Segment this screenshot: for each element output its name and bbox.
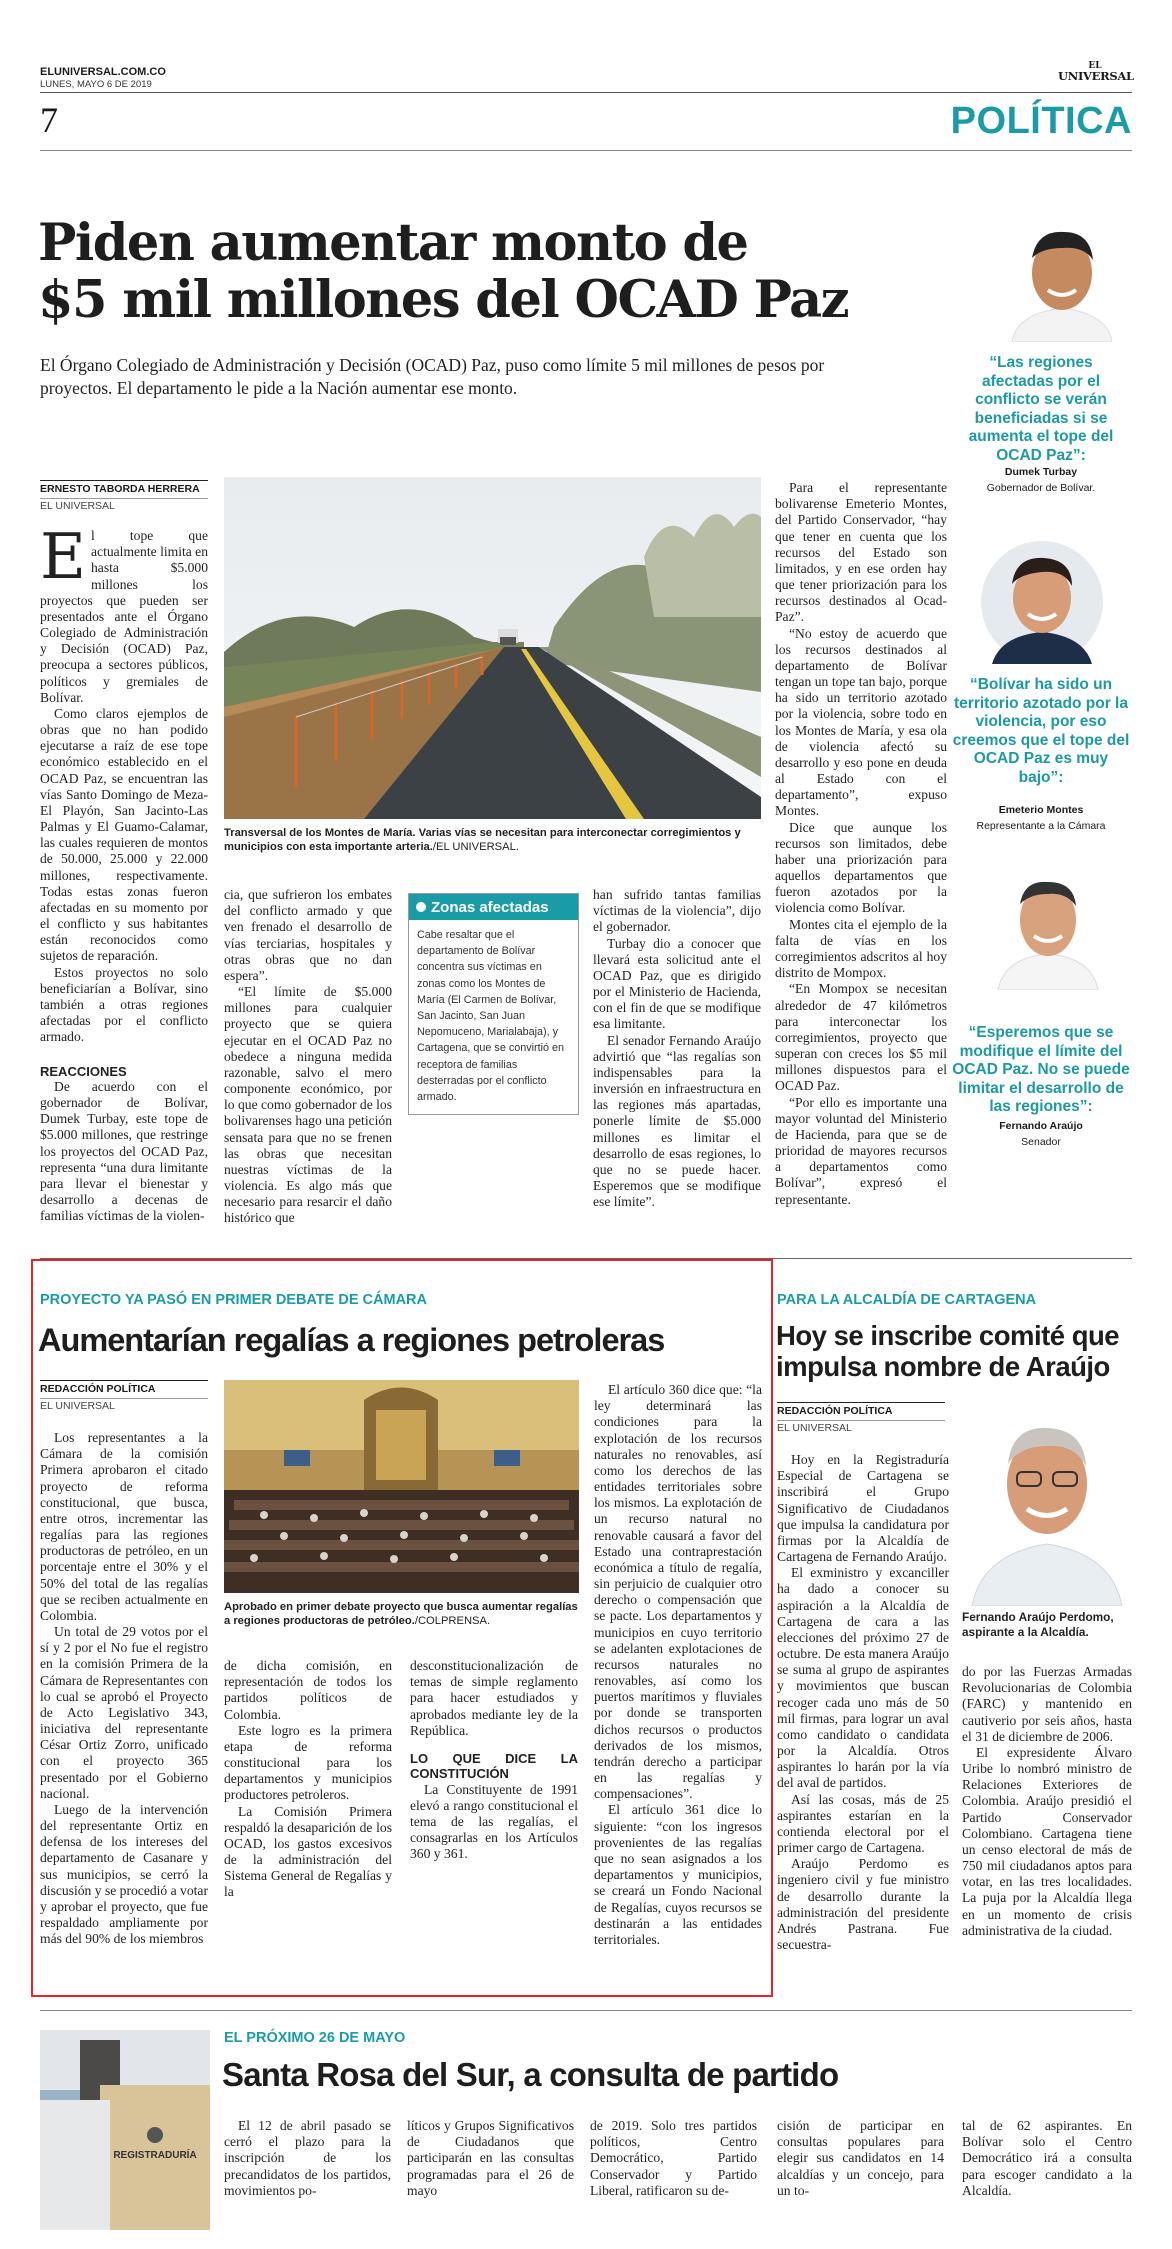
author-name: ERNESTO TABORDA HERRERA (40, 480, 208, 496)
araujo-kicker: PARA LA ALCALDÍA DE CARTAGENA (777, 1292, 1037, 1308)
issue-date: LUNES, MAYO 6 DE 2019 (40, 79, 152, 90)
quote-name: Emeterio Montes (998, 804, 1084, 816)
zonas-box-header (409, 894, 578, 920)
byline (40, 480, 208, 513)
paragraph: Araújo Perdomo es ingeniero civil y fue ministro de desarrollo durante la administración del presidente Andrés Pastrana. Fue secuestra- (777, 1856, 949, 1953)
regalias-byline (40, 1380, 208, 1413)
quote-attribution (952, 803, 1130, 835)
santa-rosa-column-4: cisión de participar en consultas populares para elegir sus candidatos en 14 alcaldías y un concejo, para un to- (777, 2118, 944, 2198)
paragraph: Para el representante bolivarense Emeterio Montes, del Partido Conservador, “hay que tener en cuenta que los recursos del Estado son limitados, y en ese orden hay que tener priorización para los recursos destinados al Ocad-Paz”. (775, 480, 947, 625)
paragraph: Así las cosas, más de 25 aspirantes estarían en la contienda electoral por el primer cargo de Cartagena. (777, 1791, 949, 1856)
araujo-headline: Hoy se inscribe comité que impulsa nombre de Araújo (776, 1320, 1120, 1383)
paragraph: Hoy en la Registraduría Especial de Cartagena se inscribirá el Grupo Significativo de Ciudadanos que impulsa la candidatura por firmas por la Alcaldía de Cartagena de Fernando Araújo. (777, 1452, 949, 1565)
paragraph: El senador Fernando Araújo advirtió que “las regalías son indispensables para la inversión en infraestructura en las regiones más apartadas, ponerle límite de $5.000 millones es limitar el desarrollo de esas regiones, lo que no se puede hacer. Esperemos que se modifique ese límite”. (593, 1032, 761, 1210)
logo (1058, 62, 1132, 83)
regalias-headline: Aumentarían regalías a regiones petroleras (38, 1322, 665, 1358)
paragraph: La Constituyente de 1991 elevó a rango constitucional el tema de las regalías, el consagrarlas en los Artículos 360 y 361. (410, 1781, 578, 1862)
header-rule (40, 92, 1132, 93)
author-outlet: EL UNIVERSAL (777, 1420, 945, 1435)
avatar-araujo (990, 866, 1106, 990)
araujo-photo-caption: Fernando Araújo Perdomo, aspirante a la Alcaldía. (962, 1610, 1114, 1639)
main-column-3 (593, 887, 761, 1230)
santa-rosa-column-3: de 2019. Solo tres partidos políticos, Centro Democrático, Partido Conservador y Partido Liberal, ratificaron su de- (590, 2118, 757, 2198)
paragraph: han sufrido tantas familias víctimas de la violencia”, dijo el gobernador. (593, 887, 761, 935)
site-url[interactable]: ELUNIVERSAL.COM.CO (40, 66, 166, 78)
paragraph: desconstitucionalización de temas de simple reglamento para hacer estudiados y aprobados mediante ley de la República. (410, 1658, 578, 1738)
quote-role: Representante a la Cámara (976, 819, 1106, 832)
main-column-1 (40, 528, 208, 1230)
author-name: REDACCIÓN POLÍTICA (40, 1380, 208, 1396)
paragraph: “El límite de $5.000 millones para cualquier proyecto que se quiera ejecutar en el OCAD Paz no obedece a ninguna medida razonable, salvo el mero componente económico, por lo que como gobernador de los bolivarenses hago una petición sensata para que no se frenen las obras que necesitan nuestras víctimas de la violencia. Es algo más que necesario para resarcir el daño histórico que (224, 984, 392, 1226)
araujo-byline (777, 1402, 945, 1435)
paragraph: El artículo 360 dice que: “la ley determinará las condiciones para la explotación de los recursos naturales no renovables, así como los derechos de las entidades territoriales sobre los mismos. La explotación de un recurso natural no renovable causará a favor del Estado una contraprestación económica a título de regalía, sin perjuicio de cualquier otro derecho o compensación que se pacte. Los departamentos y municipios en cuyo territorio se adelanten explotaciones de recursos naturales no renovables, así como los puertos marítimos y fluviales por donde se transporten dichos recursos o productos derivados de los mismos, tendrán derecho a participar en las regalías y compensaciones”. (594, 1382, 762, 1802)
paragraph: l tope que actualmente limita en hasta $5.000 millones los proyectos que pueden ser presentados ante el Órgano Colegiado de Administración y Decisión (OCAD) Paz, preocupa a sectores públicos, políticos y gremiales de Bolívar. (40, 528, 208, 705)
regalias-column-1 (40, 1430, 208, 1980)
araujo-photo (962, 1394, 1132, 1606)
quote-name: Fernando Araújo (999, 1120, 1083, 1132)
paragraph: El expresidente Álvaro Uribe lo nombró ministro de Relaciones Exteriores de Colombia. Araújo presidió el Partido Conservador Colombiano. Cartagena tiene un censo electoral de más de 750 mil ciudadanos aptos para votar, en las tres localidades. La puja por la Alcaldía llega en un momento de crisis administrativa de la ciudad. (962, 1744, 1132, 1938)
santa-rosa-column-1: El 12 de abril pasado se cerró el plazo para la inscripción de los precandidatos de los partidos, movimientos po- (224, 2118, 391, 2198)
araujo-column-1 (777, 1452, 949, 1976)
quote-attribution (952, 1119, 1130, 1151)
paragraph: El artículo 361 dice lo siguiente: “con los ingresos provenientes de las regalías que no sean asignados a los departamentos y municipios, se creará un Fondo Nacional de Regalías, cuyos recursos se destinarán a las entidades territoriales. (594, 1802, 762, 1947)
paragraph: “En Mompox se necesitan alrededor de 47 kilómetros para interconectar los corregimientos, proyecto que superan con creces los $5 mil millones dispuestos para el OCAD Paz. (775, 981, 947, 1094)
regalias-column-4 (594, 1382, 762, 1982)
caption-credit: /COLPRENSA. (414, 1615, 491, 1627)
registraduria-photo (40, 2030, 210, 2230)
bullet-icon (416, 902, 426, 912)
section-title: POLÍTICA (950, 100, 1132, 142)
subhead: REACCIONES (40, 1063, 127, 1079)
quote-text: “Esperemos que se modifique el límite del OCAD Paz. No se puede limitar el desarrollo de las regiones”: (952, 1024, 1130, 1116)
box-label: REGISTRADURÍA (113, 2150, 197, 2161)
regalias-column-2 (224, 1658, 392, 1980)
santa-rosa-column-5: tal de 62 aspirantes. En Bolívar solo el Centro Democrático irá a consulta para escoger candidato a la Alcaldía. (962, 2118, 1132, 2198)
quote-name: Dumek Turbay (1004, 466, 1078, 478)
page-number: 7 (40, 100, 58, 140)
author-name: REDACCIÓN POLÍTICA (777, 1402, 945, 1418)
paragraph: Montes cita el ejemplo de la falta de vías en los corregimientos adscritos al hoy distrito de Mompox. (775, 916, 947, 981)
logo-top: EL (1088, 61, 1102, 71)
author-outlet: EL UNIVERSAL (40, 1398, 208, 1413)
santa-rosa-headline: Santa Rosa del Sur, a consulta de partido (222, 2056, 839, 2093)
zonas-box-title: Zonas afectadas (431, 898, 549, 916)
paragraph: Estos proyectos no solo beneficiarían a Bolívar, sino también a otras regiones afectadas por el conflicto armado. (40, 964, 208, 1045)
author-outlet: EL UNIVERSAL (40, 498, 208, 513)
santa-rosa-kicker: EL PRÓXIMO 26 DE MAYO (224, 2030, 406, 2046)
road-photo-caption (224, 826, 761, 854)
road-photo (224, 477, 761, 819)
paragraph: Este logro es la primera etapa de reforma constitucional para los departamentos y municipios productores petroleros. (224, 1722, 392, 1803)
quote-attribution (952, 465, 1130, 497)
caption-text: Aprobado en primer debate proyecto que busca aumentar regalías a regiones productoras de petróleo. (224, 1601, 578, 1627)
paragraph: Luego de la intervención del representante Ortiz en defensa de los intereses del departamento de Casanare y sus municipios, se cerró la discusión y se procedió a votar y aprobar el proyecto, que fue respaldado ampliamente por más del 90% de los miembros (40, 1801, 208, 1947)
quote-role: Senador (1021, 1135, 1061, 1148)
paragraph: Los representantes a la Cámara de la comisión Primera aprobaron el citado proyecto de reforma constitucional, que busca, entre otros, incrementar las regalías para las regiones productoras de petróleo, en un porcentaje entre el 30% y el 50% del total de las regalías que se reciben actualmente en Colombia. (40, 1430, 208, 1623)
dropcap: E (40, 528, 86, 593)
congress-photo (224, 1380, 579, 1593)
regalias-column-3 (410, 1658, 578, 1980)
regalias-kicker: PROYECTO YA PASÓ EN PRIMER DEBATE DE CÁMARA (40, 1292, 427, 1308)
araujo-column-2 (962, 1664, 1132, 1976)
logo-bottom: UNIVERSAL (1058, 69, 1134, 83)
headline-line-1: Piden aumentar monto de (38, 213, 748, 273)
lead-paragraph: El Órgano Colegiado de Administración y Decisión (OCAD) Paz, puso como límite 5 mil millones de pesos por proyectos. El departamento le pide a la Nación aumentar ese monto. (40, 355, 825, 398)
paragraph: Dice que aunque los recursos son limitados, debe haber una priorización para aquellos departamentos que fueron azotados por la violencia como Bolívar. (775, 819, 947, 916)
paragraph: do por las Fuerzas Armadas Revolucionarias de Colombia (FARC) y mantenido en cautiverio por seis años, hasta el 31 de diciembre de 2006. (962, 1664, 1132, 1744)
main-column-2 (224, 887, 392, 1230)
paragraph: De acuerdo con el gobernador de Bolívar, Dumek Turbay, este tope de $5.000 millones, que restringe los proyectos del OCAD Paz, representa “una dura limitante para llevar el bienestar y desarrollo a decenas de familias víctimas de la violen- (40, 1078, 208, 1224)
quote-text: “Las regiones afectadas por el conflicto se verán beneficiadas si se aumenta el tope del OCAD Paz”: (968, 354, 1114, 464)
section-divider (40, 2010, 1132, 2011)
subhead: LO QUE DICE LA CONSTITUCIÓN (410, 1750, 578, 1782)
avatar-montes (980, 540, 1104, 664)
paragraph: La Comisión Primera respaldó la desaparición de los OCAD, los gastos excesivos de la administración del Sistema General de Regalías y la (224, 1803, 392, 1900)
caption-text: Transversal de los Montes de María. Varias vías se necesitan para interconectar corregimientos y municipios con esta importante arteria. (224, 827, 741, 853)
congress-illustration (224, 1380, 579, 1593)
paragraph: cia, que sufrieron los embates del conflicto armado y que ven frenado el desarrollo de vías terciarias, hospitales y otras obras que no dan espera”. (224, 887, 392, 983)
zonas-box (408, 893, 579, 1115)
main-headline (38, 215, 958, 329)
santa-rosa-column-2: líticos y Grupos Significativos de Ciudadanos que participarán en las consultas programadas para el 26 de mayo (407, 2118, 574, 2198)
paragraph: “No estoy de acuerdo que los recursos destinados al departamento de Bolívar tengan un tope tan bajo, porque ha sido un territorio azotado por la violencia, sobre todo en los Montes de María, y esa ola de violencia afectó su desarrollo y eso pone en deuda al Estado con el departamento”, expuso Montes. (775, 625, 947, 819)
headline-line-2: $5 mil millones del OCAD Paz (38, 270, 849, 331)
paragraph: Un total de 29 votos por el sí y 2 por el No fue el registro en la comisión Primera de la Cámara de Representantes con lo cual se aprobó el Proyecto de Acto Legislativo 343, iniciativa del representante César Ortiz Zorro, unificado con el proyecto 365 presentado por el Gobierno nacional. (40, 1624, 208, 1801)
main-column-4 (775, 480, 947, 1230)
congress-photo-caption (224, 1600, 579, 1628)
caption-credit: /EL UNIVERSAL. (432, 841, 519, 853)
paragraph: Turbay dio a conocer que llevará esta solicitud ante el OCAD Paz, que es dirigido por el Ministerio de Hacienda, con el fin de que se modifique esa limitante. (593, 935, 761, 1032)
paragraph: El exministro y excanciller ha dado a conocer su aspiración a la Alcaldía de Cartagena de cara a las elecciones del próximo 27 de octubre. De esta manera Araújo se suma al grupo de aspirantes y movimientos que buscan recoger cada uno más de 50 mil firmas, para lograr un aval como candidato o candidata por la Alcaldía. Otros aspirantes lo harán por la vía del aval de partidos. (777, 1565, 949, 1791)
zonas-box-text: Cabe resaltar que el departamento de Bolívar concentra sus víctimas en zonas como los Montes de María (El Carmen de Bolívar, San Jacinto, San Juan Nepomuceno, Marialabaja), y Cartagena, que se convirtió en receptora de familias desterradas por el conflicto armado. (417, 929, 565, 1103)
paragraph: de dicha comisión, en representación de todos los partidos políticos de Colombia. (224, 1658, 392, 1722)
paragraph: “Por ello es importante una mayor voluntad del Ministerio de Hacienda, para que se de prioridad de mayores recursos a departamentos como Bolívar”, expresó el representante. (775, 1094, 947, 1207)
quote-text: “Bolívar ha sido un territorio azotado por la violencia, por eso creemos que el tope del OCAD Paz es muy bajo”: (952, 676, 1130, 786)
avatar-turbay (1002, 218, 1122, 342)
paragraph: Como claros ejemplos de obras que no han podido ejecutarse a raíz de ese tope económico establecido en el OCAD Paz, se encuentran las vías Santo Domingo de Meza-El Playón, San Jacinto-Las Palmas y El Guamo-Calamar, las cuales requieren de montos de 50.000, 25.000 y 22.000 millones, respectivamente. Todas estas zonas fueron afectadas en su momento por el conflicto y sus habitantes están reconocidos como sujetos de reparación. (40, 705, 208, 964)
section-rule (40, 150, 1132, 151)
road-illustration (224, 477, 761, 819)
quote-role: Gobernador de Bolívar. (986, 481, 1096, 494)
